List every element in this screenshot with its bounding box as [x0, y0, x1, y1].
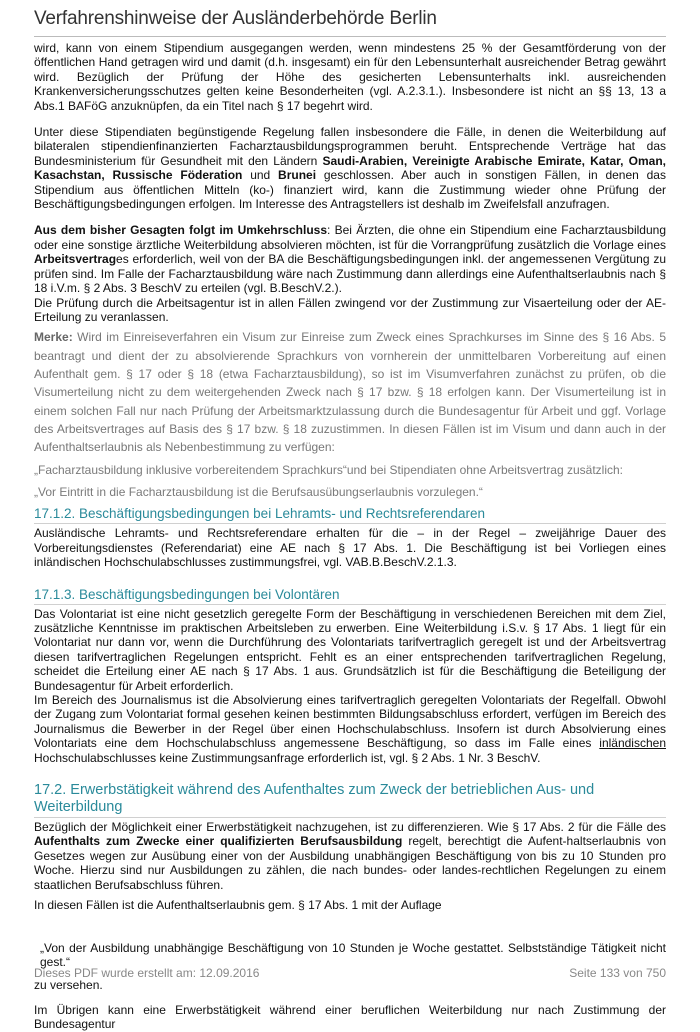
- section-heading-17-1-3: 17.1.3. Beschäftigungsbedingungen bei Volontären: [34, 587, 666, 605]
- merke-label: Merke:: [34, 330, 73, 345]
- paragraph: Ausländische Lehramts- und Rechtsreferendare erhalten für die – in der Regel – zweijährige Dauer des Vorbereitungsdienstes (Referendariat) eine AE nach § 17 Abs. 1. Die Beschäftigung ist bei Vorliegen eines inländischen Hochschulabschlusses zustimmungsfrei, vgl. VAB.B.BeschV.2.1.3.: [34, 526, 666, 570]
- paragraph: Aus dem bisher Gesagten folgt im Umkehrschluss: Bei Ärzten, die ohne ein Stipendium eine Facharztausbildung oder eine sonstige ärztliche Weiterbildung absolvieren möchten, ist für die Vorrangprüfung zusätzlich die Vorlage eines Arbeitsvertrages erforderlich, weil von der BA die Beschäftigungsbedingungen inkl. der angemessenen Vergütung zu prüfen sind. Im Falle der Facharztausbildung wäre nach Zustimmung dann allerdings eine Aufenthaltserlaubnis nach § 18 i.V.m. § 2 Abs. 3 BeschV zu erteilen (vgl. B.BeschV.2.).: [34, 223, 666, 296]
- paragraph: wird, kann von einem Stipendium ausgegangen werden, wenn mindestens 25 % der Gesamtförderung von der öffentlichen Hand getragen wird und damit (d.h. insgesamt) ein für den Lebensunterhalt ausreichender Betrag gewährt wird. Bezüglich der Prüfung der Höhe des gesicherten Lebensunterhalts inkl. ausreichenden Krankenversicherungsschutzes gelten keine Besonderheiten (vgl. A.2.3.1.). Insbesondere ist nicht an §§ 13, 13 a Abs.1 BAFöG anzuknüpfen, da ein Titel nach § 17 begehrt wird.: [34, 41, 666, 113]
- section-heading-17-2: 17.2. Erwerbstätigkeit während des Aufenthaltes zum Zweck der betrieblichen Aus- und Weiterbildung: [34, 782, 666, 818]
- created-date: Dieses PDF wurde erstellt am: 12.09.2016: [34, 966, 260, 980]
- emphasis: Arbeitsvertrag: [34, 252, 117, 267]
- country-brunei: Brunei: [278, 168, 317, 183]
- paragraph: Im Bereich des Journalismus ist die Absolvierung eines tarifvertraglich geregelten Volontariats der Regelfall. Obwohl der Zugang zum Volontariat formal gesehen keinen bestimmten Bildungsabschluss erfordert, verfügen im Bereich des Journalismus die Bewerber in der Regel über einen Hochschulabschluss. Insofern ist durch Absolvierung eines Volontariats eine dem Hochschulabschluss angemessene Beschäftigung, so dass im Falle eines inländischen Hochschulabschlusses keine Zustimmungsanfrage erforderlich ist, vgl. § 2 Abs. 1 Nr. 3 BeschV.: [34, 693, 666, 765]
- paragraph: Bezüglich der Möglichkeit einer Erwerbstätigkeit nachzugehen, ist zu differenzieren. Wie § 17 Abs. 2 für die Fälle des Aufenthalts zum Zwecke einer qualifizierten Berufsausbildung regelt, berechtigt die Aufent-haltserlaubnis von Gesetzes wegen zur Ausübung einer von der Ausbildung unabhängigen Beschäftigung von bis zu 10 Stunden pro Woche. Hierzu sind nur Ausbildungen zu zählen, die nach bundes- oder landes-rechtlichen Regelungen zu einem staatlichen Berufsabschluss führen.: [34, 820, 666, 892]
- section-heading-17-1-2: 17.1.2. Beschäftigungsbedingungen bei Lehramts- und Rechtsreferendaren: [34, 506, 666, 524]
- paragraph: Unter diese Stipendiaten begünstigende Regelung fallen insbesondere die Fälle, in denen die Weiterbildung auf bilateralen stipendienfinanzierten Facharztausbildungsprogrammen beruht. Entsprechende Verträge hat das Bundesministerium für Gesundheit mit den Ländern Saudi-Arabien, Vereinigte Arabische Emirate, Katar, Oman, Kasachstan, Russische Föderation und Brunei geschlossen. Aber auch in sonstigen Fällen, in denen das Stipendium aus öffentlichen Mitteln (ko-) finanziert wird, kann die Zustimmung wieder ohne Prüfung der Beschäftigungsbedingungen erfolgen. Im Interesse des Antragstellers ist deshalb im Zweifelsfall anzufragen.: [34, 125, 667, 212]
- underlined-word: inländischen: [599, 736, 666, 751]
- emphasis: Aus dem bisher Gesagten folgt im Umkehrschluss: [34, 223, 327, 238]
- paragraph: In diesen Fällen ist die Aufenthaltserlaubnis gem. § 17 Abs. 1 mit der Auflage: [34, 898, 442, 913]
- quote: „Vor Eintritt in die Facharztausbildung ist die Berufsausübungserlaubnis vorzulegen.“: [34, 485, 483, 500]
- paragraph: Die Prüfung durch die Arbeitsagentur ist in allen Fällen zwingend vor der Zustimmung zur Visaerteilung oder der AE-Erteilung zu veranlassen.: [34, 295, 666, 324]
- country-list: Saudi-Arabien, Vereinigte Arabische Emirate, Katar, Oman, Kasachstan, Russische Föderation: [34, 153, 667, 183]
- paragraph: Im Übrigen kann eine Erwerbstätigkeit während einer beruflichen Weiterbildung nur nach Zustimmung der Bundesagentur: [34, 1002, 666, 1032]
- document-body: [34, 41, 666, 1032]
- page-footer: [34, 966, 666, 980]
- paragraph: zu versehen.: [34, 978, 103, 993]
- page-number: Seite 133 von 750: [569, 966, 666, 980]
- paragraph: Das Volontariat ist eine nicht gesetzlich geregelte Form der Beschäftigung in verschiedenen Bereichen mit dem Ziel, zusätzliche Kenntnisse im praktischen Arbeitsleben zu erwerben. Eine Weiterbildung i.S.v. § 17 Abs. 1 liegt für ein Volontariat nur dann vor, wenn die Durchführung des Volontariats tarifvertraglich geregelt ist und der Arbeitsvertrag diesen tarifvertraglichen Regelungen entspricht. Fehlt es an einer entsprechenden tarifvertraglichen Regelung, scheidet die Erteilung einer AE nach § 17 Abs. 1 aus. Grundsätzlich ist für die Beschäftigung die Beteiligung der Bundesagentur für Arbeit erforderlich.: [34, 606, 666, 693]
- quote: „Facharztausbildung inklusive vorbereitendem Sprachkurs“und bei Stipendiaten ohne Arbeitsvertrag zusätzlich:: [34, 463, 623, 478]
- emphasis: Aufenthalts zum Zwecke einer qualifizierten Berufsausbildung: [34, 834, 403, 849]
- merke-note: Merke: Wird im Einreiseverfahren ein Visum zur Einreise zum Zweck eines Sprachkurses im Sinne des § 16 Abs. 5 beantragt und dient der zu absolvierende Sprachkurs von vornherein der unmittelbaren Vorbereitung auf einen Aufenthalt gem. § 17 oder § 18 (etwa Facharztausbildung), so ist im Visumverfahren zunächst zu prüfen, ob die Visumerteilung nicht zu dem weitergehenden Zweck nach § 17 bzw. § 18 erfolgen kann. Der Visumerteilung ist in einem solchen Fall nur nach Prüfung der Arbeitsmarktzulassung durch die Bundesagentur für Arbeit und ggf. Vorlage des Arbeitsvertrages auf Basis des § 17 bzw. § 18 zuzustimmen. In diesen Fällen ist im Visum und dann auch in der Aufenthaltserlaubnis als Nebenbestimmung zu verfügen:: [34, 330, 666, 455]
- page-title: Verfahrenshinweise der Ausländerbehörde Berlin: [34, 8, 666, 37]
- quote: „Von der Ausbildung unabhängige Beschäftigung von 10 Stunden je Woche gestattet. Selbstständige Tätigkeit nicht gest.“: [40, 940, 666, 969]
